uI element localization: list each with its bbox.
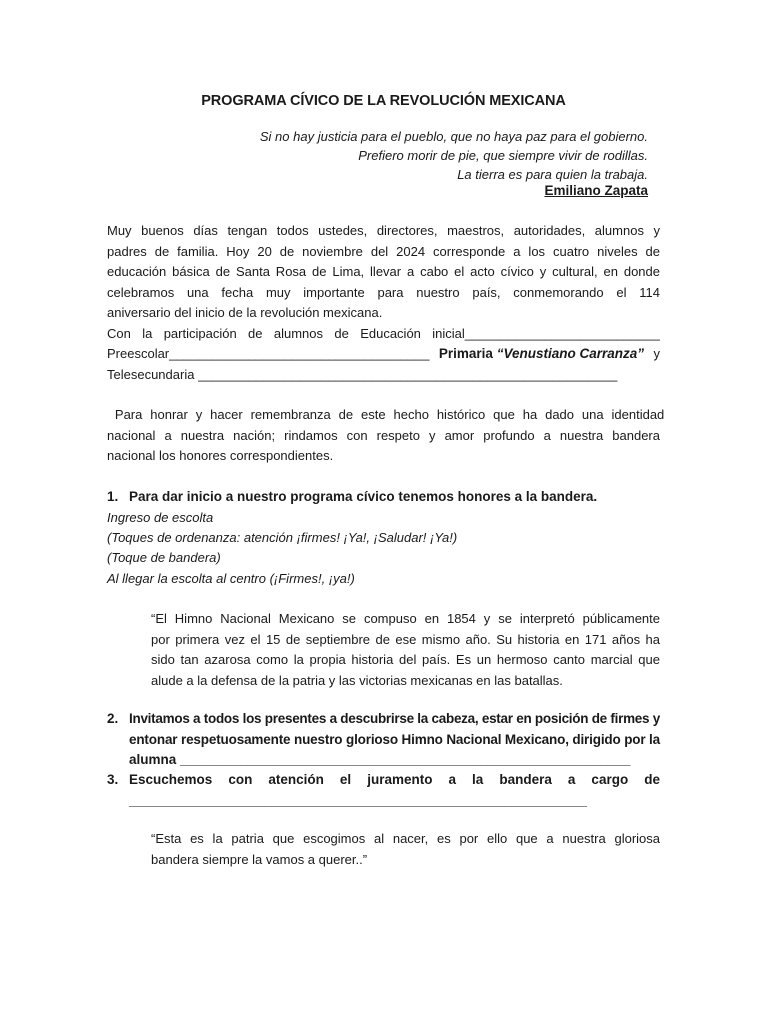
intro-line-text: padres de familia. Hoy 20 de noviembre del 2024 corresponde a los cuatro niveles de — [107, 243, 660, 259]
epigraph-author: Emiliano Zapata — [544, 183, 648, 198]
item-number: 1. — [107, 489, 119, 504]
item-line — [129, 770, 660, 791]
program-item-2 — [107, 709, 660, 771]
ceremony-instructions — [107, 508, 660, 589]
quote-line-text: “Esta es la patria que escogimos al nacer, es por ello que a nuestra gloriosa — [151, 831, 660, 846]
epigraph-line: Prefiero morir de pie, que siempre vivir de rodillas. — [358, 148, 648, 163]
item-number: 2. — [107, 711, 119, 726]
quote-line-text: bandera siempre la vamos a querer..” — [151, 851, 368, 867]
anthem-quote — [151, 609, 660, 691]
item-line — [129, 791, 660, 812]
honor-line — [107, 426, 660, 447]
instruction-line: (Toque de bandera) — [107, 550, 221, 566]
primaria-label: Primaria — [438, 346, 493, 361]
item-line — [129, 750, 660, 771]
epigraph-line: Si no hay justicia para el pueblo, que no haya paz para el gobierno. — [259, 129, 648, 144]
instruction-line: Ingreso de escolta — [107, 510, 214, 525]
conjunction: y — [653, 346, 660, 361]
telesec-blank: __________________________________________________________ — [198, 366, 618, 382]
flag-quote — [151, 829, 660, 870]
honor-line-text: Para honrar y hacer remembranza de este hecho histórico que ha dado una identidad — [107, 407, 665, 422]
item-text — [129, 709, 660, 771]
honor-line — [107, 446, 660, 467]
item-line-text: alumna ____________________________________________________________ — [129, 752, 631, 767]
intro-line-text: aniversario del inicio de la revolución mexicana. — [107, 305, 383, 320]
intro-line-text: Muy buenos días tengan todos ustedes, directores, maestros, autoridades, alumnos y — [107, 223, 660, 238]
page-title: PROGRAMA CÍVICO DE LA REVOLUCIÓN MEXICANA — [201, 93, 566, 109]
honor-line-text: nacional los honores correspondientes. — [107, 448, 334, 463]
levels-line — [107, 344, 660, 365]
participation-line — [107, 324, 660, 345]
quote-line-text: alude a la defensa de la patria y las victorias mexicanas en las batallas. — [151, 672, 563, 688]
item-line-text: _____________________________________________________________ — [129, 792, 587, 808]
preescolar-blank: ____________________________________ — [169, 346, 430, 361]
item-line-text: entonar respetuosamente nuestro glorioso Himno Nacional Mexicano, dirigido por la — [129, 731, 660, 747]
intro-paragraph — [107, 221, 660, 385]
instruction-line: Al llegar la escolta al centro (¡Firmes!, ¡ya!) — [107, 570, 355, 586]
quote-line — [151, 650, 660, 671]
quote-line-text: sido tan azarosa como la propia historia del país. Es un hermoso canto marcial que — [151, 652, 660, 667]
item-line-text: Invitamos a todos los presentes a descubrirse la cabeza, estar en posición de firmes y — [129, 711, 660, 726]
intro-line-text: celebramos una fecha muy importante para nuestro país, conmemorando el 114 — [107, 284, 660, 300]
item-text — [129, 770, 660, 811]
item-line-text: Escuchemos con atención el juramento a la bandera a cargo de — [129, 772, 660, 787]
intro-line-text: educación básica de Santa Rosa de Lima, llevar a cabo el acto cívico y cultural, en donde — [107, 264, 660, 279]
primaria-name: “Venustiano Carranza” — [496, 346, 645, 361]
honor-paragraph — [107, 405, 665, 467]
intro-line — [107, 242, 660, 263]
intro-line — [107, 262, 660, 283]
telesec-line — [107, 365, 660, 386]
quote-line-text: “El Himno Nacional Mexicano se compuso en 1854 y se interpretó públicamente — [151, 611, 660, 626]
quote-line — [151, 829, 660, 850]
preescolar-label: Preescolar — [107, 346, 170, 361]
quote-line — [151, 630, 660, 651]
program-item-1 — [107, 487, 660, 508]
item-line — [129, 709, 660, 730]
item-line — [129, 730, 660, 751]
intro-line — [107, 303, 660, 324]
telesec-label: Telesecundaria — [107, 366, 195, 382]
intro-line — [107, 221, 660, 242]
quote-line — [151, 671, 660, 692]
program-item-3 — [107, 770, 660, 811]
honor-line — [107, 405, 665, 426]
instruction-line: (Toques de ordenanza: atención ¡firmes! ¡Ya!, ¡Saludar! ¡Ya!) — [107, 530, 458, 546]
item-text: Para dar inicio a nuestro programa cívico tenemos honores a la bandera. — [129, 489, 598, 504]
item-number: 3. — [107, 772, 119, 787]
epigraph-line: La tierra es para quien la trabaja. — [457, 167, 648, 182]
honor-line-text: nacional a nuestra nación; rindamos con respeto y amor profundo a nuestra bandera — [107, 427, 660, 443]
intro-line — [107, 283, 660, 304]
quote-line — [151, 609, 660, 630]
quote-line — [151, 850, 660, 871]
participation-blank: ___________________________ — [464, 325, 660, 341]
participation-prefix: Con la participación de alumnos de Educación inicial — [107, 325, 465, 341]
epigraph — [107, 127, 648, 184]
quote-line-text: por primera vez el 15 de septiembre de ese mismo año. Su historia en 171 años ha — [151, 631, 660, 647]
